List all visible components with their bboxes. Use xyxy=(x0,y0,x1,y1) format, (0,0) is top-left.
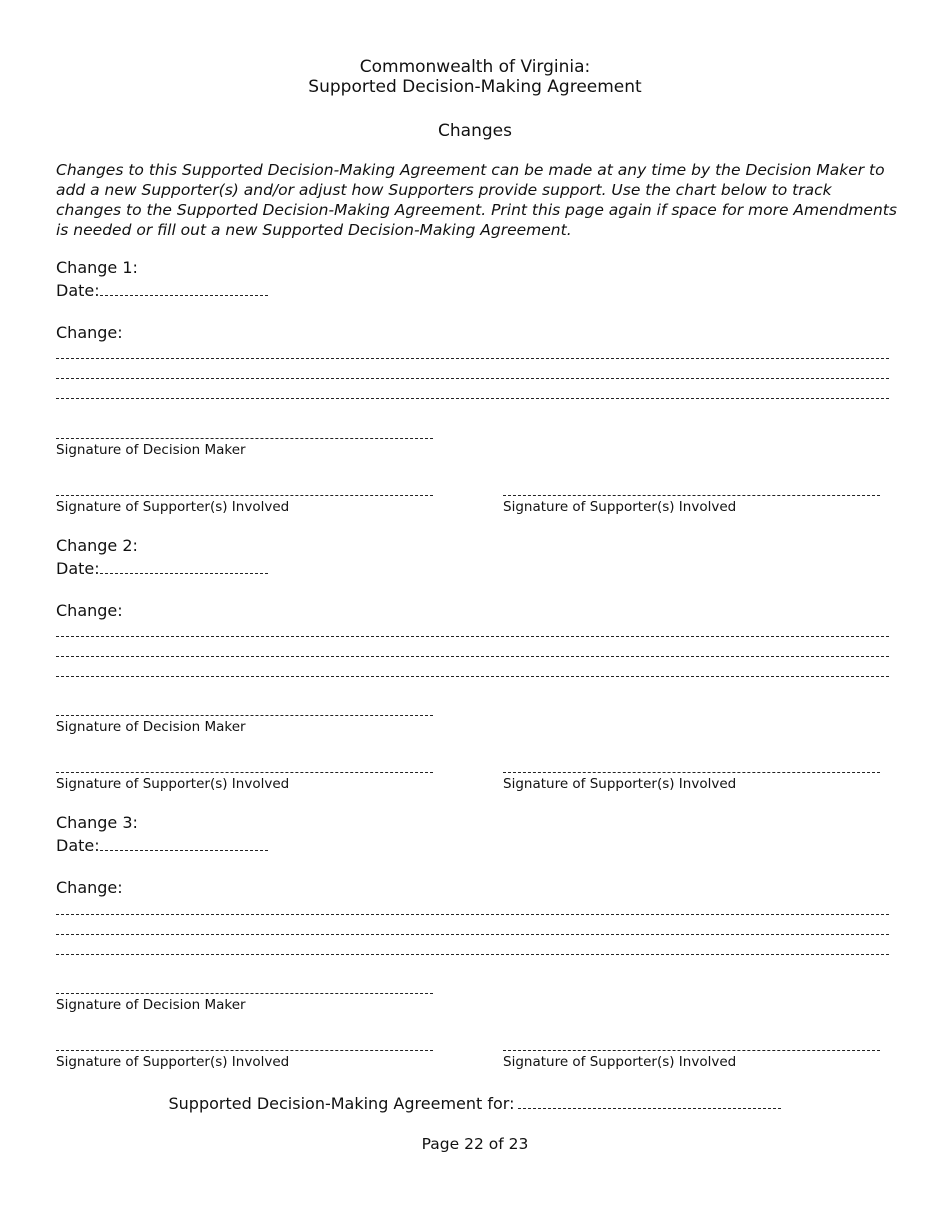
date-field[interactable] xyxy=(56,836,268,856)
decision-maker-signature-line[interactable] xyxy=(56,438,433,439)
change-label: Change: xyxy=(56,601,123,620)
date-blank[interactable] xyxy=(100,283,268,296)
state-title: Commonwealth of Virginia: xyxy=(359,57,591,77)
date-label: Date: xyxy=(56,836,100,855)
page-number: Page 22 of 23 xyxy=(421,1135,529,1153)
date-field[interactable] xyxy=(56,281,268,301)
date-label: Date: xyxy=(56,281,100,300)
supporter-signature-label-left: Signature of Supporter(s) Involved xyxy=(56,1054,290,1070)
supporter-signature-label-right: Signature of Supporter(s) Involved xyxy=(503,499,737,515)
supporter-signature-line-left[interactable] xyxy=(56,495,433,496)
agreement-for-line xyxy=(0,1094,950,1114)
decision-maker-signature-label: Signature of Decision Maker xyxy=(56,719,246,735)
supporter-signature-label-left: Signature of Supporter(s) Involved xyxy=(56,776,290,792)
supporter-signature-line-left[interactable] xyxy=(56,772,433,773)
decision-maker-signature-line[interactable] xyxy=(56,993,433,994)
change-title: Change 3: xyxy=(56,813,138,832)
change-title: Change 1: xyxy=(56,258,138,277)
date-blank[interactable] xyxy=(100,838,268,851)
change-line[interactable] xyxy=(56,676,889,677)
agreement-for-label: Supported Decision-Making Agreement for: xyxy=(168,1094,515,1113)
decision-maker-signature-line[interactable] xyxy=(56,715,433,716)
change-line[interactable] xyxy=(56,914,889,915)
section-title: Changes xyxy=(438,121,512,141)
change-line[interactable] xyxy=(56,934,889,935)
agreement-for-blank[interactable] xyxy=(518,1094,781,1109)
change-label: Change: xyxy=(56,323,123,342)
supporter-signature-line-right[interactable] xyxy=(503,1050,880,1051)
decision-maker-signature-label: Signature of Decision Maker xyxy=(56,997,246,1013)
document-title: Supported Decision-Making Agreement xyxy=(308,77,642,97)
decision-maker-signature-label: Signature of Decision Maker xyxy=(56,442,246,458)
change-line[interactable] xyxy=(56,636,889,637)
change-line[interactable] xyxy=(56,656,889,657)
change-line[interactable] xyxy=(56,954,889,955)
date-blank[interactable] xyxy=(100,561,268,574)
date-label: Date: xyxy=(56,559,100,578)
intro-paragraph: Changes to this Supported Decision-Making Agreement can be made at any time by the Decision Maker to add a new Supporter(s) and/or adjust how Supporters provide support. Use the chart below to track changes to the Supported Decision-Making Agreement. Print this page again if space for more Amendments is needed or fill out a new Supported Decision-Making Agreement. xyxy=(56,161,897,239)
supporter-signature-line-left[interactable] xyxy=(56,1050,433,1051)
change-label: Change: xyxy=(56,878,123,897)
change-line[interactable] xyxy=(56,398,889,399)
supporter-signature-label-right: Signature of Supporter(s) Involved xyxy=(503,1054,737,1070)
supporter-signature-line-right[interactable] xyxy=(503,495,880,496)
change-title: Change 2: xyxy=(56,536,138,555)
date-field[interactable] xyxy=(56,559,268,579)
supporter-signature-label-right: Signature of Supporter(s) Involved xyxy=(503,776,737,792)
change-line[interactable] xyxy=(56,358,889,359)
supporter-signature-label-left: Signature of Supporter(s) Involved xyxy=(56,499,290,515)
supporter-signature-line-right[interactable] xyxy=(503,772,880,773)
change-line[interactable] xyxy=(56,378,889,379)
